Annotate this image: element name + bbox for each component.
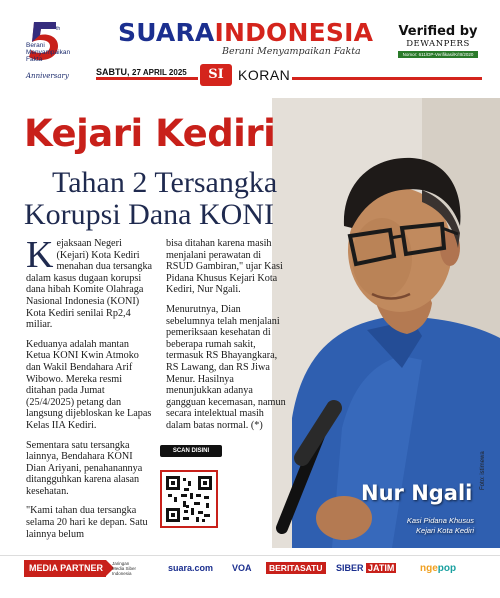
person-caption-line: Kejari Kota Kediri [416,526,474,535]
article-column-2 [166,238,290,440]
partner-jatim-word: JATIM [368,563,395,573]
anniversary-logo [26,20,106,82]
article-paragraph: Keduanya adalah mantan Ketua KONI Kwin Atmoko dan Wakil Bendahara Arif Wibowo. Mereka resmi ditahan pada Jumat (25/4/2025) petang dan langsung dijebloskan ke Lapas Kelas IIA Kediri. [26,338,152,431]
article-paragraph: Sementara satu tersangka lainnya, Bendahara KONI Dian Ariyani, penahanannya ditangguhkan karena alasan kesehatan. [26,439,143,497]
article-headline-line2: Korupsi Dana KONI [24,198,274,231]
edition-date [96,67,187,77]
qr-code[interactable] [160,470,218,528]
partner-pop-word: pop [437,563,457,574]
photo-credit: Foto: istimewa [480,451,486,490]
article-kicker: Kejari Kediri [24,112,276,155]
brand-word-indonesia: INDONESIA [214,18,374,47]
article-paragraph: "Kami tahan dua tersangka selama 20 hari ke depan. Satu lainnya belum [26,505,148,540]
partner-siber-word: SIBER [336,563,364,573]
anniversary-tagline-line: Fakta [26,56,43,63]
article-column-1 [26,234,154,548]
anniversary-tagline [26,42,86,63]
media-partner-bar [0,555,500,581]
partner-logo-jsi [112,561,136,576]
article-paragraph: bisa ditahan karena masih menjalani perawatan di RSUD Gambiran," ujar Kasi Pidana Khusus Kejari Kota Kediri, Nur Ngali. [166,238,283,296]
edition-date-text: 27 APRIL 2025 [132,68,187,77]
verified-number: Nomor: 611/DP-Verifikasi/K/III/2020 [398,51,478,58]
partner-logo-suara: suara.com [168,563,214,573]
anniversary-script: Anniversary [26,72,69,80]
scan-label: SCAN DISINI [160,445,222,457]
section-name: KORAN [238,67,291,83]
article-paragraph: Menurutnya, Dian sebelumnya telah menjalani pemeriksaan kesehatan di beberapa rumah sakit, termasuk RS Bhayangkara, RS Lawang, dan RS Jiwa Menur. Hasilnya menunjukkan adanya gangguan kecemasan, namun secara intelektual masih dalam batas normal. (*) [166,303,286,431]
media-partner-label: MEDIA PARTNER [24,560,106,577]
partner-logo-beritasatu: BERITASATU [266,562,326,574]
partner-jsi-line: Jaringan [112,561,130,566]
person-caption-line: Kasi Pidana Khusus [406,516,474,525]
anniversary-th: th [56,26,61,32]
bottom-margin [0,588,500,598]
brand-word-suara: SUARA [118,18,215,47]
person-caption [380,516,474,536]
verified-badge [398,24,478,58]
verified-title: Verified by [398,24,478,39]
anniversary-tagline-line: Menyampaikan [26,49,71,56]
verified-org: DEWANPERS [406,39,470,49]
partner-jsi-line: Indonesia [112,571,132,576]
newspaper-brand [118,18,388,58]
masthead [0,0,500,98]
edition-day: SABTU, [96,67,130,77]
paragraph-text: ejaksaan Negeri (Kejari) Kota Kediri menahan dua tersangka dalam kasus dugaan korupsi dana hibah Komite Olahraga Nasional Indonesia (KONI) Kota Kediri senilai Rp2,4 miliar. [26,238,153,331]
drop-cap: K [26,234,54,276]
partner-logo-ngepop [420,563,456,574]
newspaper-name [118,18,388,47]
anniversary-tagline-line: Berani [26,42,45,49]
partner-logo-voa: VOA [232,563,252,573]
article-headline-line1: Tahan 2 Tersangka [52,166,278,199]
masthead-rule-left [96,77,198,80]
partner-jsi-line: Media Siber [112,566,137,571]
article-paragraph [26,234,154,331]
newspaper-motto: Berani Menyampaikan Fakta [222,46,361,57]
si-logo: SI [200,64,232,86]
masthead-rule-right [292,77,482,80]
partner-logo-siber-jatim [336,563,396,573]
partner-nge-word: nge [420,563,438,574]
qr-code-icon [166,476,212,522]
person-name: Nur Ngali [361,481,473,505]
